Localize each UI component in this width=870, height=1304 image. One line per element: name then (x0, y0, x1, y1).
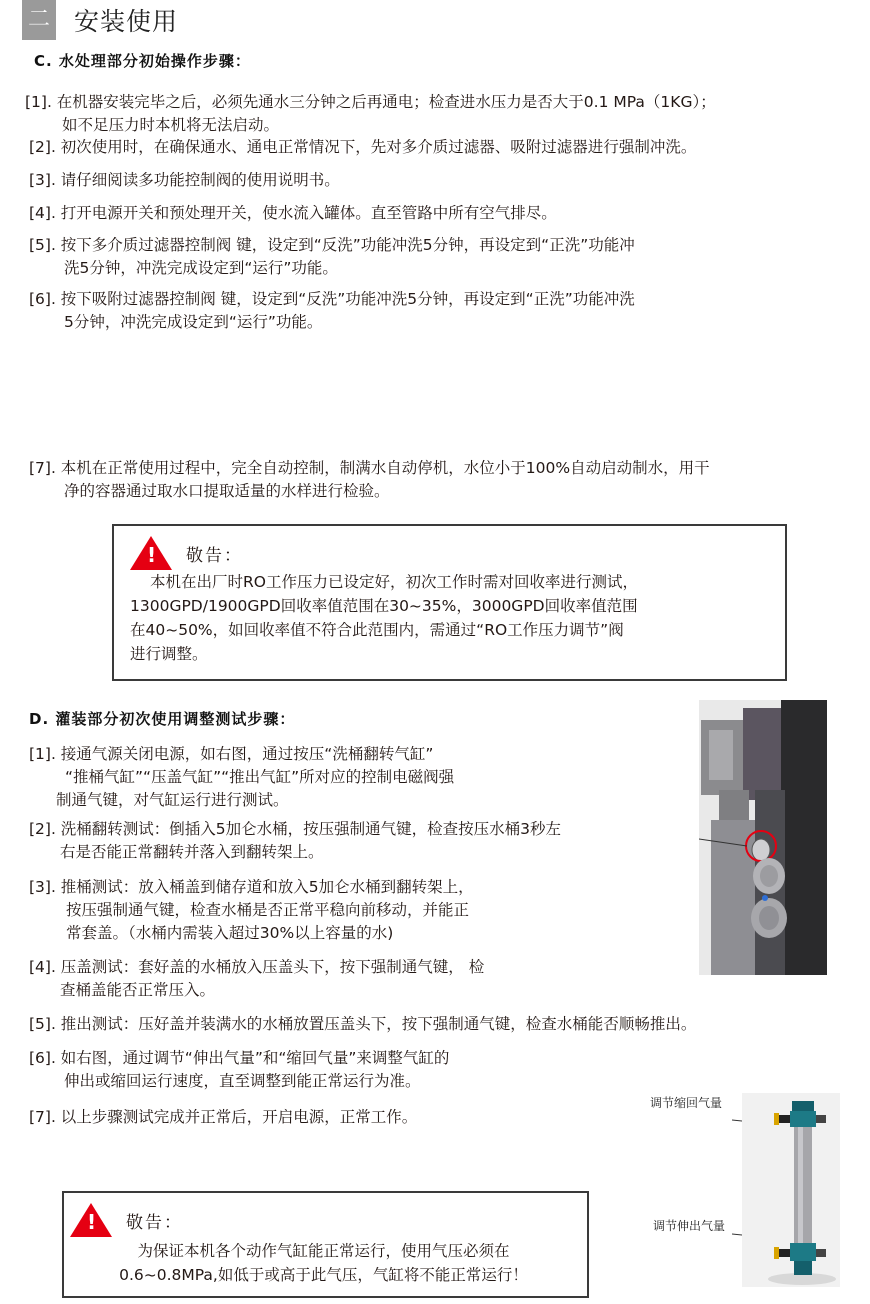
section-number: 二 (22, 0, 56, 40)
c-step-4: [4]. 打开电源开关和预处理开关，使水流入罐体。直至管路中所有空气排尽。 (29, 204, 557, 222)
section-c-title: C. 水处理部分初始操作步骤： (34, 52, 251, 70)
section-header (22, 0, 178, 40)
warning-text: 为保证本机各个动作气缸能正常运行，使用气压必须在 0.6~0.8MPa,如低于或高于此气压，气缸将不能正常运行！ (119, 1242, 528, 1284)
warning-label: 敬告： (186, 545, 243, 566)
solenoid-valve-illustration (699, 700, 827, 975)
d-step-3: [3]. 推桶测试：放入桶盖到储存道和放入5加仑水桶到翻转架上， 按压强制通气键，检查水桶是否正常平稳向前移动，并能正 常套盖。（水桶内需装入超过30%以上容量的水) (29, 878, 474, 942)
section-d-title: D. 灌装部分初次使用调整测试步骤： (29, 710, 296, 728)
d-step-2: [2]. 洗桶翻转测试：倒插入5加仑水桶，按压强制通气键，检查按压水桶3秒左 右是否能正常翻转并落入到翻转架上。 (29, 820, 562, 861)
solenoid-valve-image (699, 700, 827, 975)
c-step-2: [2]. 初次使用时，在确保通水、通电正常情况下，先对多介质过滤器、吸附过滤器进行强制冲洗。 (29, 138, 697, 156)
warning-label: 敬告： (126, 1212, 183, 1233)
page-title: 安装使用 (74, 7, 179, 36)
warning-triangle-icon: ! (70, 1203, 112, 1237)
d-step-4: [4]. 压盖测试：套好盖的水桶放入压盖头下，按下强制通气键， 检 查桶盖能否正常压入。 (29, 958, 485, 999)
c-step-5: [5]. 按下多介质过滤器控制阀 键，设定到“反洗”功能冲洗5分钟，再设定到“正洗”功能冲 洗5分钟，冲洗完成设定到“运行”功能。 (29, 236, 635, 277)
warning-text: 本机在出厂时RO工作压力已设定好，初次工作时需对回收率进行测试， 1300GPD/1900GPD回收率值范围在30~35%，3000GPD回收率值范围 在40~50%，如回收率值不符合此范围内，需通过“RO工作压力调节”阀 进行调整。 (130, 573, 638, 663)
d-step-6: [6]. 如右图，通过调节“伸出气量”和“缩回气量”来调整气缸的 伸出或缩回运行速度，直至调整到能正常运行为准。 (29, 1049, 450, 1090)
d-step-7: [7]. 以上步骤测试完成并正常后，开启电源，正常工作。 (29, 1108, 418, 1126)
warning-triangle-icon: ! (130, 536, 172, 570)
air-cylinder-image (742, 1093, 840, 1287)
warning-box-air-pressure (62, 1191, 589, 1298)
air-cylinder-illustration (742, 1093, 840, 1287)
d-step-1: [1]. 接通气源关闭电源，如右图，通过按压“洗桶翻转气缸” “推桶气缸”“压盖气缸”“推出气缸”所对应的控制电磁阀强 制通气键，对气缸运行进行测试。 (29, 745, 455, 809)
c-step-6: [6]. 按下吸附过滤器控制阀 键，设定到“反洗”功能冲洗5分钟，再设定到“正洗”功能冲洗 5分钟，冲洗完成设定到“运行”功能。 (29, 290, 635, 331)
label-adjust-retract-air: 调节缩回气量 (650, 1096, 723, 1110)
c-step-1: [1]. 在机器安装完毕之后，必须先通水三分钟之后再通电；检查进水压力是否大于0.1 MPa（1KG）； 如不足压力时本机将无法启动。 (25, 93, 716, 134)
c-step-3: [3]. 请仔细阅读多功能控制阀的使用说明书。 (29, 171, 340, 189)
label-adjust-extend-air: 调节伸出气量 (653, 1219, 726, 1233)
c-step-7: [7]. 本机在正常使用过程中，完全自动控制，制满水自动停机，水位小于100%自动启动制水，用干 净的容器通过取水口提取适量的水样进行检验。 (29, 459, 710, 500)
d-step-5: [5]. 推出测试：压好盖并装满水的水桶放置压盖头下，按下强制通气键，检查水桶能否顺畅推出。 (29, 1015, 697, 1033)
warning-box-ro (112, 524, 787, 681)
